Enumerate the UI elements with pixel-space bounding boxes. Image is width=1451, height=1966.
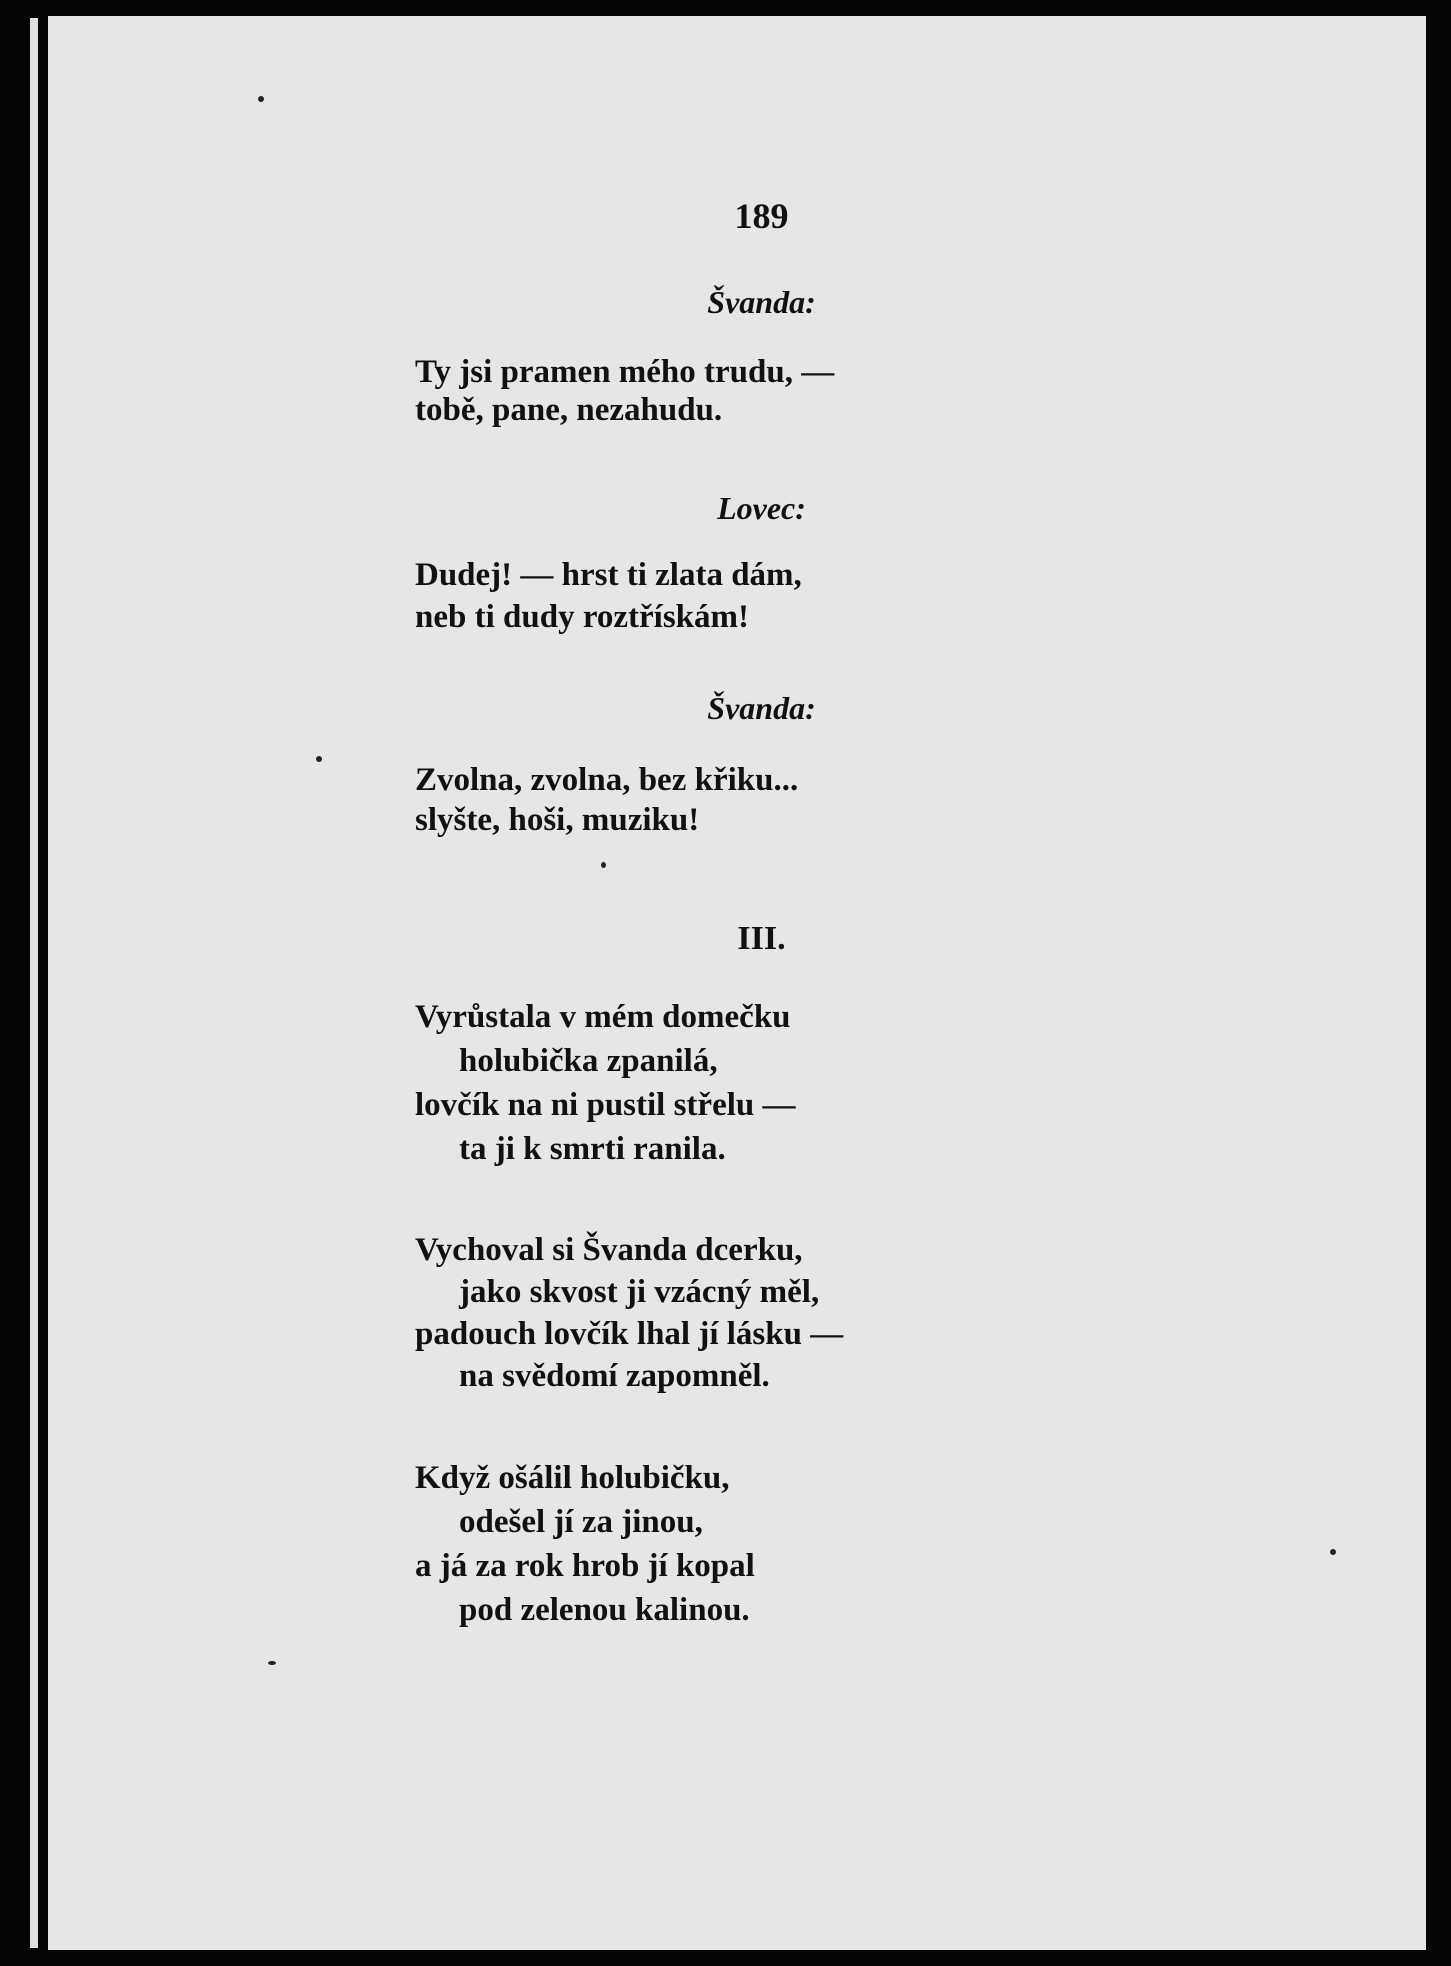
verse-line: odešel jí za jinou, <box>459 1504 703 1540</box>
section-heading: III. <box>737 920 786 957</box>
verse-line: holubička zpanilá, <box>459 1043 718 1079</box>
verse-line: Vychoval si Švanda dcerku, <box>415 1232 803 1268</box>
speaker-label-svanda: Švanda: <box>707 690 816 726</box>
verse-line: lovčík na ni pustil střelu — <box>415 1087 796 1123</box>
verse-line: neb ti dudy roztřískám! <box>415 599 749 635</box>
verse-line: tobě, pane, nezahudu. <box>415 392 723 428</box>
verse-line: Vyrůstala v mém domečku <box>415 999 791 1035</box>
speaker-label-svanda: Švanda: <box>707 284 816 320</box>
verse-line: Dudej! — hrst ti zlata dám, <box>415 557 802 593</box>
verse-line: Když ošálil holubičku, <box>415 1460 730 1496</box>
scan-speck <box>316 756 322 762</box>
scan-speck <box>268 1661 276 1665</box>
verse-line: Ty jsi pramen mého trudu, — <box>415 354 835 390</box>
verse-line: padouch lovčík lhal jí lásku — <box>415 1316 844 1352</box>
verse-line: a já za rok hrob jí kopal <box>415 1548 755 1584</box>
verse-line: ta ji k smrti ranila. <box>459 1131 726 1167</box>
scan-speck <box>258 96 264 102</box>
verse-line: pod zelenou kalinou. <box>459 1592 750 1628</box>
verse-line: na svědomí zapomněl. <box>459 1358 770 1394</box>
speaker-label-lovec: Lovec: <box>717 490 806 526</box>
verse-line: Zvolna, zvolna, bez křiku... <box>415 762 799 798</box>
page-number: 189 <box>734 196 789 236</box>
scan-speck <box>601 862 606 868</box>
verse-line: jako skvost ji vzácný měl, <box>459 1274 820 1310</box>
verse-line: slyšte, hoši, muziku! <box>415 802 700 838</box>
scan-speck <box>1330 1549 1336 1555</box>
